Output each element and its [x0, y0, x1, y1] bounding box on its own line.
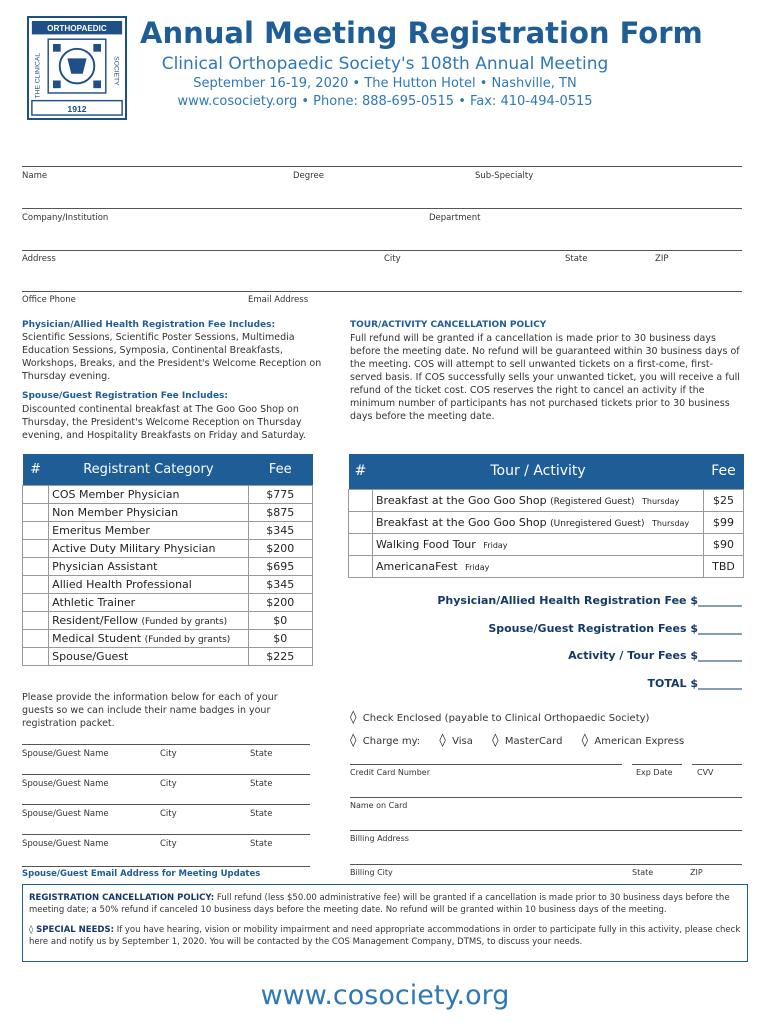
- footer-url[interactable]: www.cosociety.org: [260, 980, 510, 1011]
- cvv-label: CVV: [697, 768, 714, 777]
- reg-fee: $695: [248, 557, 312, 575]
- billing-address-label: Billing Address: [350, 834, 409, 843]
- reg-category-name: Non Member Physician: [52, 505, 179, 519]
- tour-activity: [373, 555, 704, 577]
- tour-fee: TBD: [704, 555, 744, 577]
- diamond-checkbox-icon[interactable]: ◊: [350, 733, 357, 748]
- reg-category: [49, 611, 248, 629]
- special-needs: [29, 924, 741, 948]
- reg-row-checkbox[interactable]: [23, 521, 49, 539]
- billing-state-label: State: [632, 868, 654, 877]
- check-enclosed-option[interactable]: [350, 710, 649, 725]
- phone-email-line[interactable]: [22, 291, 742, 292]
- tour-activity: [373, 533, 704, 555]
- reg-category: [49, 647, 248, 665]
- reg-category-name: Athletic Trainer: [52, 595, 136, 609]
- check-enclosed-label: Check Enclosed (payable to Clinical Orthopaedic Society): [362, 713, 650, 724]
- table-row: [23, 503, 313, 521]
- physician-includes-heading: Physician/Allied Health Registration Fee Includes:: [22, 320, 276, 330]
- diamond-checkbox-icon[interactable]: ◊: [439, 733, 446, 748]
- tour-col-activity: Tour / Activity: [373, 454, 704, 489]
- tour-fee: $90: [704, 533, 744, 555]
- table-row: [349, 489, 744, 511]
- table-row: [23, 485, 313, 503]
- spouse-includes-text: Discounted continental breakfast at The Goo Goo Shop on Thursday, the President's Welcome Reception on Thursday evening, and Hospitality Breakfasts on Friday and Saturday.: [22, 404, 306, 441]
- reg-category-name: Allied Health Professional: [52, 577, 192, 591]
- reg-fee: $0: [248, 611, 312, 629]
- cvv-line[interactable]: [692, 764, 742, 765]
- guest-name-label: Spouse/Guest Name: [22, 779, 109, 789]
- table-row: [23, 593, 313, 611]
- tour-activity-name: Walking Food Tour: [376, 537, 476, 551]
- tour-activity-name: AmericanaFest: [376, 559, 458, 573]
- cancellation-text: Full refund (less $50.00 administrative fee) will be granted if a cancellation is made prior to 30 business days before the meeting date; a 50% refund if canceled 10 business days before the meeting date. No refund will be granted within 10 business days of the meeting.: [29, 893, 730, 915]
- policy-box: [22, 884, 748, 962]
- cancellation-policy: [29, 892, 741, 916]
- guest-city-label: City: [160, 779, 177, 789]
- company-label: Company/Institution: [22, 213, 109, 223]
- reg-category: [49, 503, 248, 521]
- table-row: [349, 533, 744, 555]
- billing-address-line[interactable]: [350, 830, 742, 831]
- name-on-card-line[interactable]: [350, 797, 742, 798]
- guest-name-label: Spouse/Guest Name: [22, 749, 109, 759]
- tour-row-checkbox[interactable]: [349, 489, 373, 511]
- table-row: [23, 647, 313, 665]
- reg-row-checkbox[interactable]: [23, 539, 49, 557]
- zip-label: ZIP: [655, 254, 669, 264]
- reg-category: [49, 593, 248, 611]
- diamond-checkbox-icon[interactable]: ◊: [581, 733, 589, 748]
- reg-category: [49, 521, 248, 539]
- special-needs-heading[interactable]: ◊ SPECIAL NEEDS:: [29, 925, 114, 935]
- reg-category: [49, 539, 248, 557]
- guest-name-label: Spouse/Guest Name: [22, 809, 109, 819]
- tour-activity-name: Breakfast at the Goo Goo Shop: [376, 493, 547, 507]
- cancellation-heading: REGISTRATION CANCELLATION POLICY:: [29, 893, 215, 903]
- table-row: [23, 521, 313, 539]
- guest-state-label: State: [250, 839, 273, 849]
- visa-label[interactable]: Visa: [452, 736, 473, 747]
- reg-fee: $200: [248, 593, 312, 611]
- page-title: Annual Meeting Registration Form: [140, 16, 703, 50]
- spouse-fee-total[interactable]: Spouse/Guest Registration Fees $________: [488, 622, 742, 635]
- activity-fee-total[interactable]: Activity / Tour Fees $________: [568, 649, 742, 662]
- reg-row-checkbox[interactable]: [23, 557, 49, 575]
- company-line[interactable]: [22, 208, 742, 209]
- subspecialty-label: Sub-Specialty: [475, 171, 534, 181]
- diamond-checkbox-icon[interactable]: ◊: [350, 710, 357, 725]
- reg-fee: $345: [248, 575, 312, 593]
- tour-fee: $25: [704, 489, 744, 511]
- mastercard-label[interactable]: MasterCard: [504, 736, 563, 747]
- tour-table: [348, 454, 744, 578]
- reg-category: [49, 575, 248, 593]
- tour-activity-day: Friday: [465, 562, 490, 572]
- city-label: City: [384, 254, 401, 264]
- table-row: [349, 511, 744, 533]
- reg-category: [49, 629, 248, 647]
- tour-row-checkbox[interactable]: [349, 511, 373, 533]
- charge-my-row: [350, 733, 684, 748]
- grand-total[interactable]: TOTAL $________: [647, 677, 742, 690]
- reg-fee: $345: [248, 521, 312, 539]
- reg-row-checkbox[interactable]: [23, 503, 49, 521]
- department-label: Department: [429, 213, 481, 223]
- table-row: [23, 539, 313, 557]
- logo-text-left: THE CLINICAL: [34, 52, 42, 99]
- tour-row-checkbox[interactable]: [349, 533, 373, 555]
- guest-intro: Please provide the information below for each of your guests so we can include their name badges in your registration packet.: [22, 692, 278, 729]
- reg-category-name: Resident/Fellow: [52, 613, 138, 627]
- logo-text-right: SOCIETY: [112, 56, 120, 86]
- guest-state-label: State: [250, 749, 273, 759]
- tour-activity-day: Thursday: [642, 496, 680, 506]
- address-line[interactable]: [22, 250, 742, 251]
- reg-row-checkbox[interactable]: [23, 629, 49, 647]
- reg-fee: $200: [248, 539, 312, 557]
- guest-row-line[interactable]: [22, 744, 310, 745]
- exp-date-label: Exp Date: [636, 768, 673, 777]
- guest-city-label: City: [160, 809, 177, 819]
- reg-category-name: COS Member Physician: [52, 487, 180, 501]
- reg-category-note: (Funded by grants): [144, 634, 231, 645]
- diamond-checkbox-icon[interactable]: ◊: [492, 733, 499, 748]
- reg-category-name: Active Duty Military Physician: [52, 541, 216, 555]
- card-number-line[interactable]: [350, 764, 622, 765]
- guest-row-line[interactable]: [22, 774, 310, 775]
- reg-fee: $775: [248, 485, 312, 503]
- tour-activity-day: Thursday: [651, 518, 690, 528]
- reg-category-name: Medical Student: [52, 631, 142, 645]
- reg-col-category: Registrant Category: [49, 454, 248, 485]
- tour-activity: [373, 489, 704, 511]
- guest-state-label: State: [250, 809, 273, 819]
- degree-label: Degree: [293, 171, 324, 181]
- tour-activity-day: Friday: [483, 540, 508, 550]
- event-details: September 16-19, 2020 • The Hutton Hotel • Nashville, TN: [193, 76, 577, 91]
- guest-name-label: Spouse/Guest Name: [22, 839, 109, 849]
- reg-fee: $0: [248, 629, 312, 647]
- reg-category: [49, 485, 248, 503]
- guest-email-line[interactable]: [22, 866, 310, 867]
- email-label: Email Address: [248, 295, 309, 305]
- tour-activity-detail: (Unregistered Guest): [550, 518, 645, 529]
- guest-row-line[interactable]: [22, 834, 310, 835]
- table-row: [23, 629, 313, 647]
- reg-row-checkbox[interactable]: [23, 485, 49, 503]
- reg-category: [49, 557, 248, 575]
- contact-details: www.cosociety.org • Phone: 888-695-0515 • Fax: 410-494-0515: [177, 94, 593, 109]
- reg-fee: $225: [248, 647, 312, 665]
- logo-text-top: ORTHOPAEDIC: [47, 24, 107, 34]
- page-subtitle: Clinical Orthopaedic Society's 108th Annual Meeting: [161, 54, 609, 74]
- special-needs-text: If you have hearing, vision or mobility impairment and need appropriate accommodations in order to participate fully in this activity, please check here and notify us by September 1, 2020. You will be contacted by the COS Management Company, DTMS, to discuss your needs.: [29, 925, 741, 947]
- tour-col-fee: Fee: [704, 454, 744, 489]
- table-row: [23, 575, 313, 593]
- guest-city-label: City: [160, 749, 177, 759]
- billing-city-line[interactable]: [350, 864, 742, 865]
- reg-row-checkbox[interactable]: [23, 647, 49, 665]
- tour-activity-detail: (Registered Guest): [550, 496, 635, 507]
- table-row: [23, 611, 313, 629]
- billing-city-label: Billing City: [350, 868, 393, 877]
- logo-year: 1912: [67, 104, 87, 115]
- reg-category-name: Physician Assistant: [52, 559, 158, 573]
- guest-row-line[interactable]: [22, 804, 310, 805]
- card-number-label: Credit Card Number: [350, 768, 430, 777]
- guest-city-label: City: [160, 839, 177, 849]
- registration-table: [22, 454, 313, 666]
- reg-category-name: Emeritus Member: [52, 523, 150, 537]
- reg-row-checkbox[interactable]: [23, 593, 49, 611]
- spouse-includes-heading: Spouse/Guest Registration Fee Includes:: [22, 391, 229, 401]
- reg-fee: $875: [248, 503, 312, 521]
- physician-fee-total[interactable]: Physician/Allied Health Registration Fee $________: [437, 594, 742, 607]
- reg-category-note: (Funded by grants): [141, 616, 228, 627]
- address-label: Address: [22, 254, 56, 264]
- state-label: State: [565, 254, 588, 264]
- reg-row-checkbox[interactable]: [23, 575, 49, 593]
- name-line[interactable]: [22, 166, 742, 167]
- amex-label[interactable]: American Express: [594, 736, 685, 747]
- reg-col-num: #: [23, 454, 49, 485]
- name-on-card-label: Name on Card: [350, 801, 408, 810]
- physician-includes-text: Scientific Sessions, Scientific Poster Sessions, Multimedia Education Sessions, Symposia, Continental Breakfasts, Workshops, Breaks, and the President's Welcome Reception on Thursday evening.: [22, 332, 322, 382]
- tour-row-checkbox[interactable]: [349, 555, 373, 577]
- reg-row-checkbox[interactable]: [23, 611, 49, 629]
- exp-date-line[interactable]: [632, 764, 682, 765]
- tour-activity: [373, 511, 704, 533]
- charge-my-label: Charge my:: [362, 736, 421, 747]
- tour-policy-heading: TOUR/ACTIVITY CANCELLATION POLICY: [350, 320, 547, 330]
- guest-state-label: State: [250, 779, 273, 789]
- reg-category-name: Spouse/Guest: [52, 649, 129, 663]
- office-phone-label: Office Phone: [22, 295, 76, 305]
- table-row: [349, 555, 744, 577]
- guest-email-label: Spouse/Guest Email Address for Meeting Updates: [22, 869, 261, 879]
- tour-col-num: #: [349, 454, 373, 489]
- name-label: Name: [22, 171, 48, 181]
- tour-policy-text: Full refund will be granted if a cancellation is made prior to 30 business days before the meeting date. No refund will be guaranteed within 30 business days of the meeting. COS will attempt to sell unwanted tickets on a first-come, first-served basis. If COS successfully sells your unwanted ticket, you will receive a full refund of the ticket cost. COS reserves the right to cancel an activity if the minimum number of participants has not purchased tickets prior to 30 business days before the meeting date.: [350, 333, 740, 422]
- tour-fee: $99: [704, 511, 744, 533]
- table-row: [23, 557, 313, 575]
- billing-zip-label: ZIP: [690, 868, 703, 877]
- reg-col-fee: Fee: [248, 454, 312, 485]
- tour-activity-name: Breakfast at the Goo Goo Shop: [376, 515, 547, 529]
